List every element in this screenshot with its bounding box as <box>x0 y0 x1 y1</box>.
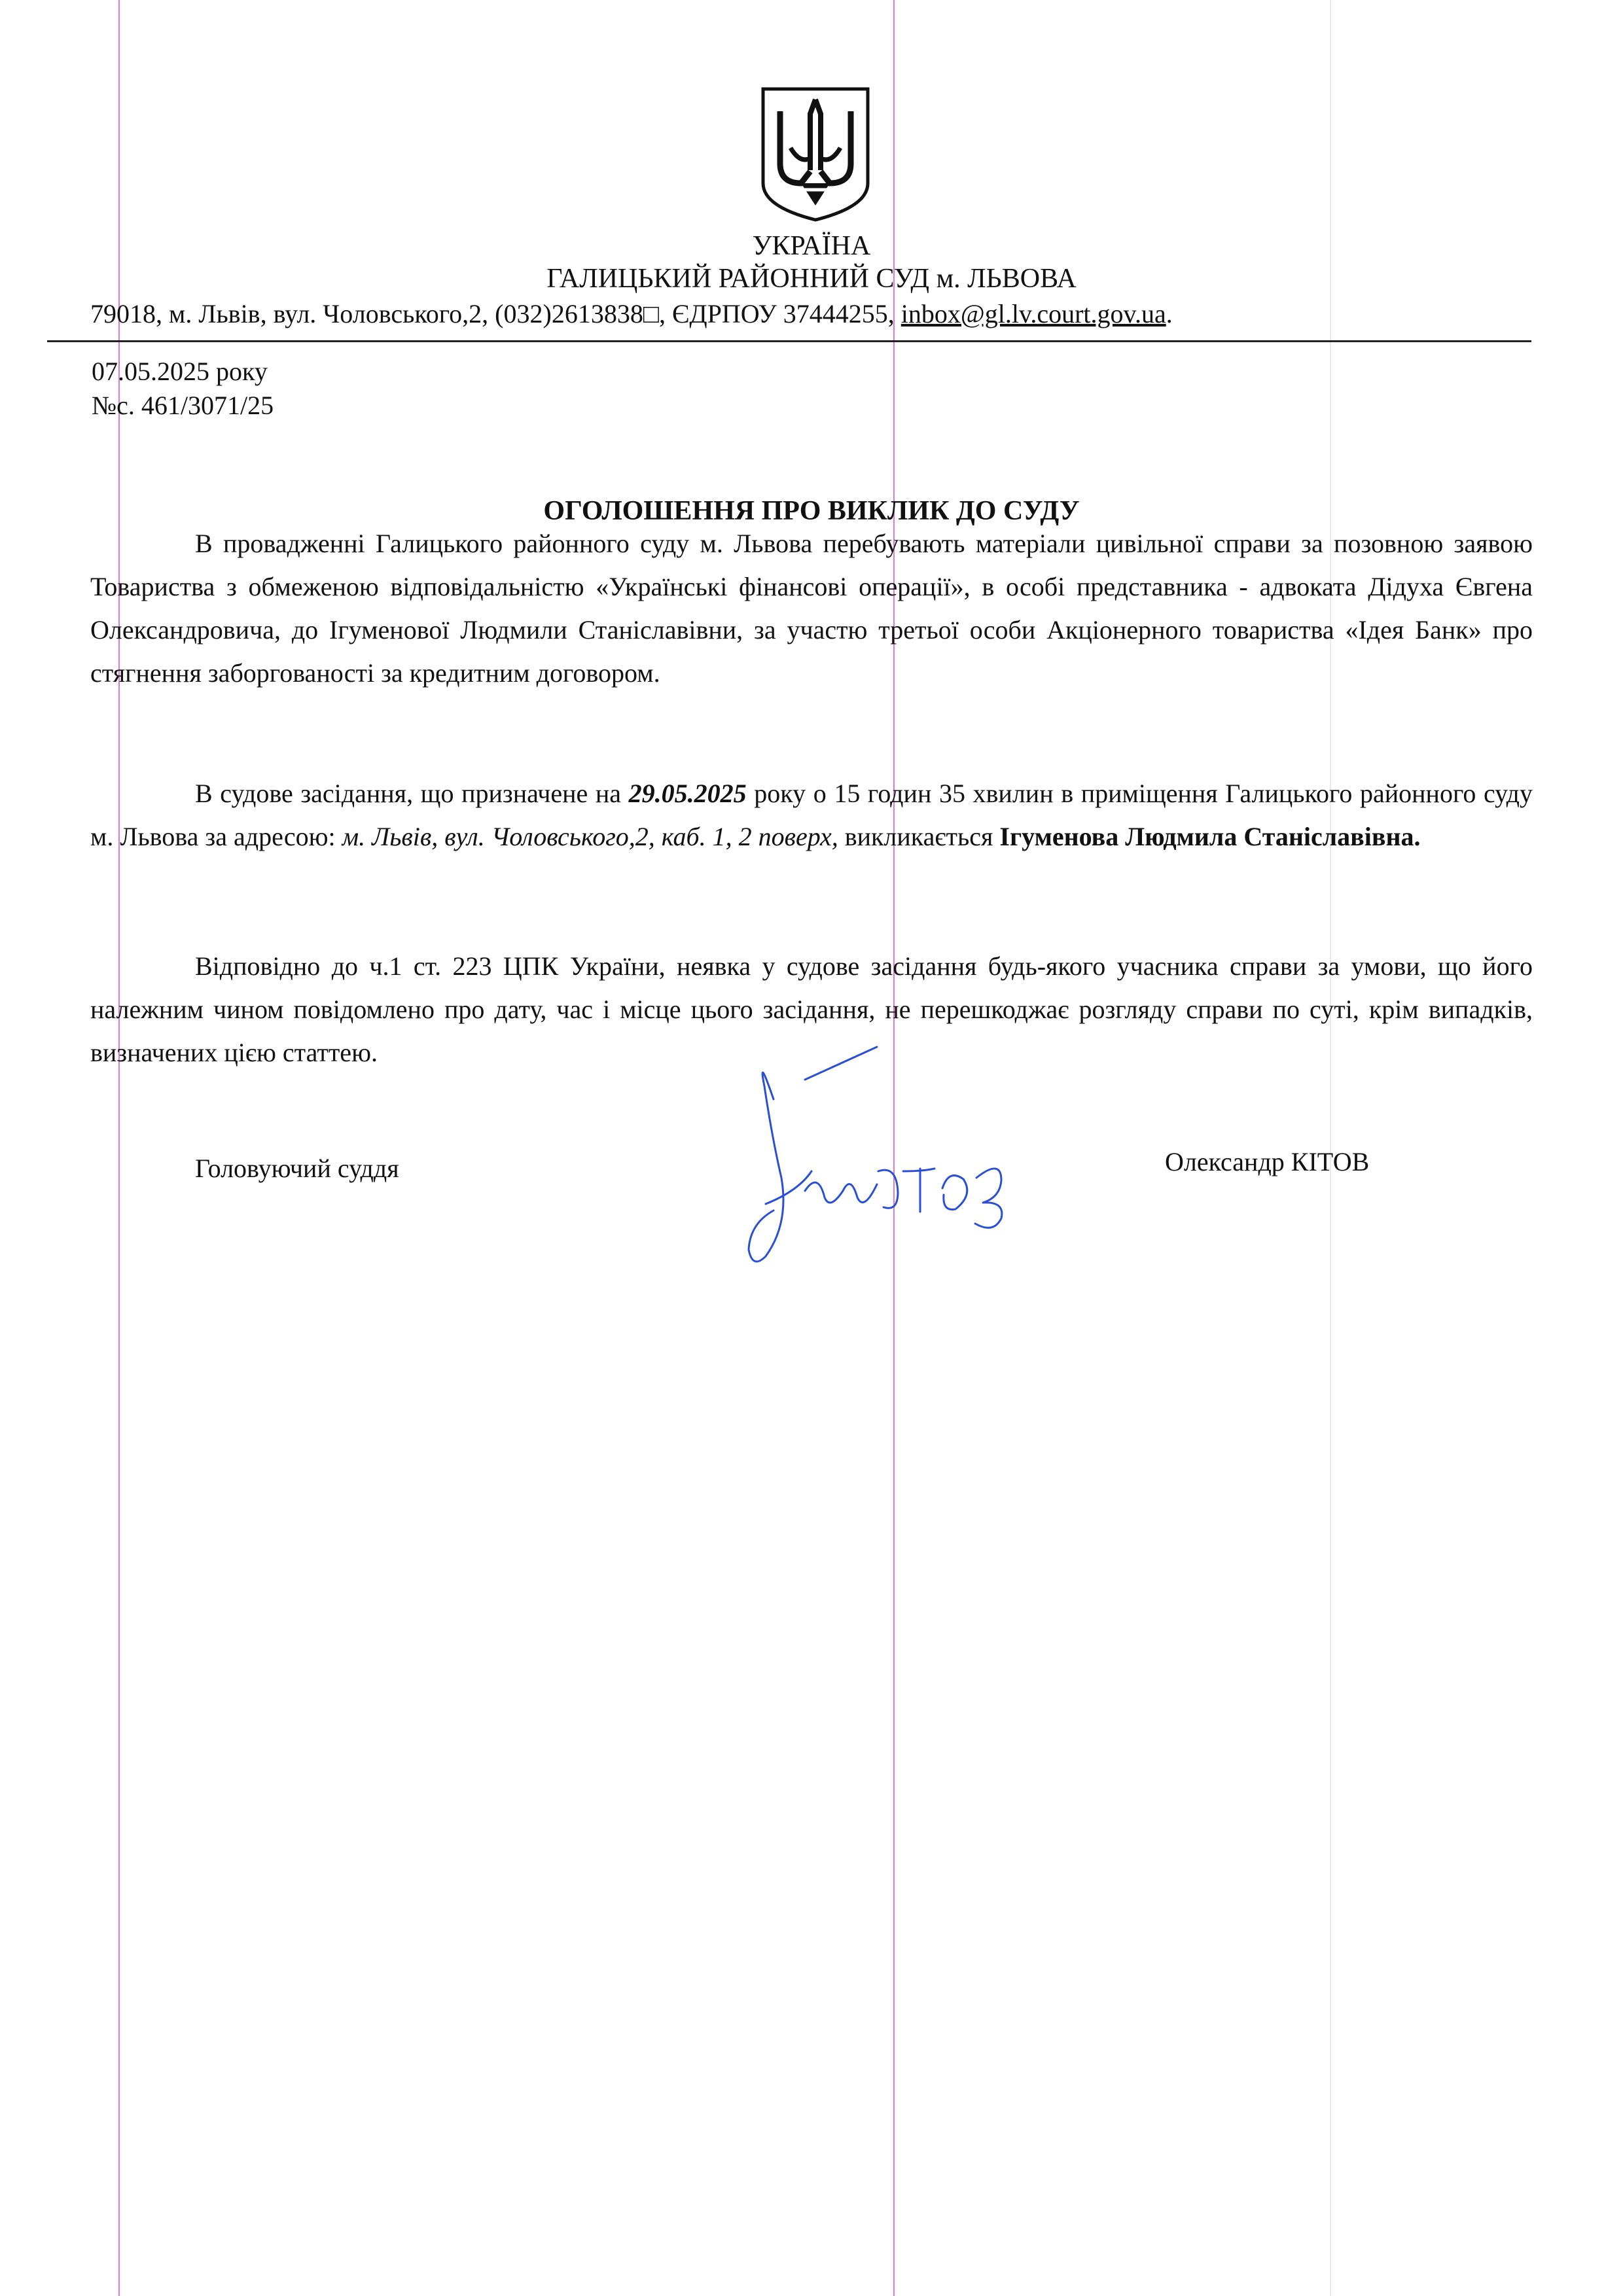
paragraph-hearing <box>90 772 1533 858</box>
hearing-details: року о 15 годин 35 хвилин в приміщення Галицького районного суду м. Львова за адресою: <box>90 779 1533 851</box>
court-email-link[interactable]: inbox@gl.lv.court.gov.ua <box>901 299 1166 328</box>
signature-role: Головуючий суддя <box>195 1154 399 1183</box>
hearing-address: м. Львів, вул. Чоловського,2, каб. 1, 2 поверх, <box>342 822 838 851</box>
hearing-intro: В судове засідання, що призначене на <box>195 779 629 808</box>
hearing-called: викликається <box>838 822 1000 851</box>
header-divider <box>47 340 1531 342</box>
handwritten-signature-icon <box>726 1040 1034 1269</box>
address-end: . <box>1166 299 1173 328</box>
summoned-person: Ігуменова Людмила Станіславівна. <box>999 822 1421 851</box>
judge-name: Олександр КІТОВ <box>1165 1147 1370 1176</box>
trident-emblem-icon <box>758 85 873 222</box>
document-title: ОГОЛОШЕННЯ ПРО ВИКЛИК ДО СУДУ <box>543 496 1080 526</box>
paragraph-case-info-text: В провадженні Галицького районного суду м. Львова перебувають матеріали цивільної справи за позовною заявою Товариства з обмеженою відповідальністю «Українські фінансові операції», в особі представника - адвоката Дідуха Євгена Олександровича, до Ігуменової Людмили Станіславівни, за участю третьої особи Акціонерного товариства «Ідея Банк» про стягнення заборгованості за кредитним договором. <box>90 529 1533 688</box>
paragraph-case-info <box>90 522 1533 695</box>
document-date: 07.05.2025 року <box>92 357 268 386</box>
left-margin-line <box>118 0 120 2296</box>
paragraph-legal-notice-text: Відповідно до ч.1 ст. 223 ЦПК України, неявка у судове засідання будь-якого учасника справи за умови, що його належним чином повідомлено про дату, час і місце цього засідання, не перешкоджає розгляду справи по суті, крім випадків, визначених цією статтею. <box>90 951 1533 1067</box>
header-court-name: ГАЛИЦЬКИЙ РАЙОННИЙ СУД м. ЛЬВОВА <box>546 264 1077 294</box>
hearing-date: 29.05.2025 <box>628 779 747 808</box>
header-country: УКРАЇНА <box>752 231 871 261</box>
case-number: №с. 461/3071/25 <box>92 391 274 420</box>
court-address-line <box>90 298 1173 330</box>
court-address: 79018, м. Львів, вул. Чоловського,2, (032)2613838□, ЄДРПОУ 37444255, <box>90 299 901 328</box>
